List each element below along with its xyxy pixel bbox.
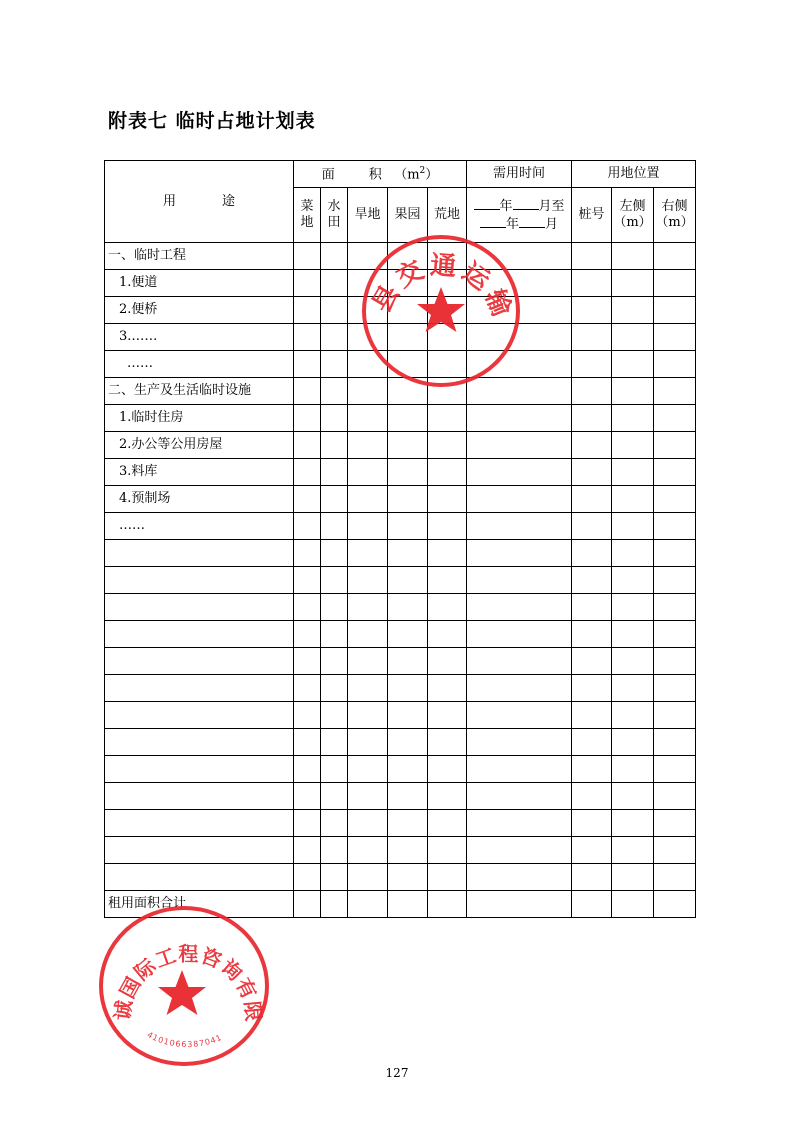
- header-vegetable-land: 菜 地: [294, 188, 321, 243]
- page-title: 附表七 临时占地计划表: [108, 110, 316, 132]
- row-label: 二、生产及生活临时设施: [105, 378, 294, 405]
- official-seal-transport: [360, 232, 522, 390]
- table-row: [105, 675, 696, 702]
- header-dry-land: 旱地: [348, 188, 388, 243]
- row-label: 3.……: [105, 324, 294, 351]
- row-label: 4.预制场: [105, 486, 294, 513]
- row-label: 1.临时住房: [105, 405, 294, 432]
- row-label: ……: [105, 513, 294, 540]
- table-row: [105, 729, 696, 756]
- svg-text:县交通运输局: 县交通运输: [366, 250, 518, 325]
- svg-text:诚国际工程咨询有限公司: 诚国际工程咨询有限: [110, 941, 266, 1024]
- table-row: [105, 756, 696, 783]
- table-row: [105, 486, 696, 513]
- table-row: [105, 864, 696, 891]
- table-row: [105, 459, 696, 486]
- row-label: 1.便道: [105, 270, 294, 297]
- table-row: [105, 702, 696, 729]
- table-row: [105, 513, 696, 540]
- table-row: [105, 837, 696, 864]
- header-time-range: 年 月至 年 月: [467, 188, 572, 243]
- seal-icon: [360, 232, 522, 390]
- svg-text:4101066387041: 4101066387041: [145, 1030, 224, 1050]
- row-label: 2.便桥: [105, 297, 294, 324]
- header-orchard: 果园: [388, 188, 428, 243]
- header-paddy-field: 水 田: [321, 188, 348, 243]
- header-right-side: 右侧 （m）: [654, 188, 696, 243]
- page-number: 127: [385, 1066, 409, 1080]
- row-label: ……: [105, 351, 294, 378]
- table-row: [105, 810, 696, 837]
- header-area: 面 积 $(m^2)$: [294, 161, 467, 188]
- table-row: [105, 432, 696, 459]
- header-location: 用地位置: [572, 161, 696, 188]
- row-label: 2.办公等公用房屋: [105, 432, 294, 459]
- table-row: [105, 648, 696, 675]
- row-label: 3.料库: [105, 459, 294, 486]
- table-row: [105, 567, 696, 594]
- row-label: 一、临时工程: [105, 243, 294, 270]
- header-station: 桩号: [572, 188, 612, 243]
- table-row: [105, 594, 696, 621]
- table-row: [105, 621, 696, 648]
- table-row: [105, 783, 696, 810]
- official-seal-company: [96, 903, 272, 1069]
- header-waste-land: 荒地: [428, 188, 467, 243]
- header-time: 需用时间: [467, 161, 572, 188]
- header-purpose: 用 途: [105, 161, 294, 243]
- table-row: [105, 540, 696, 567]
- table-row: [105, 405, 696, 432]
- seal-icon: [96, 903, 272, 1069]
- total-label: 租用面积合计: [105, 891, 294, 918]
- header-left-side: 左侧 （m）: [612, 188, 654, 243]
